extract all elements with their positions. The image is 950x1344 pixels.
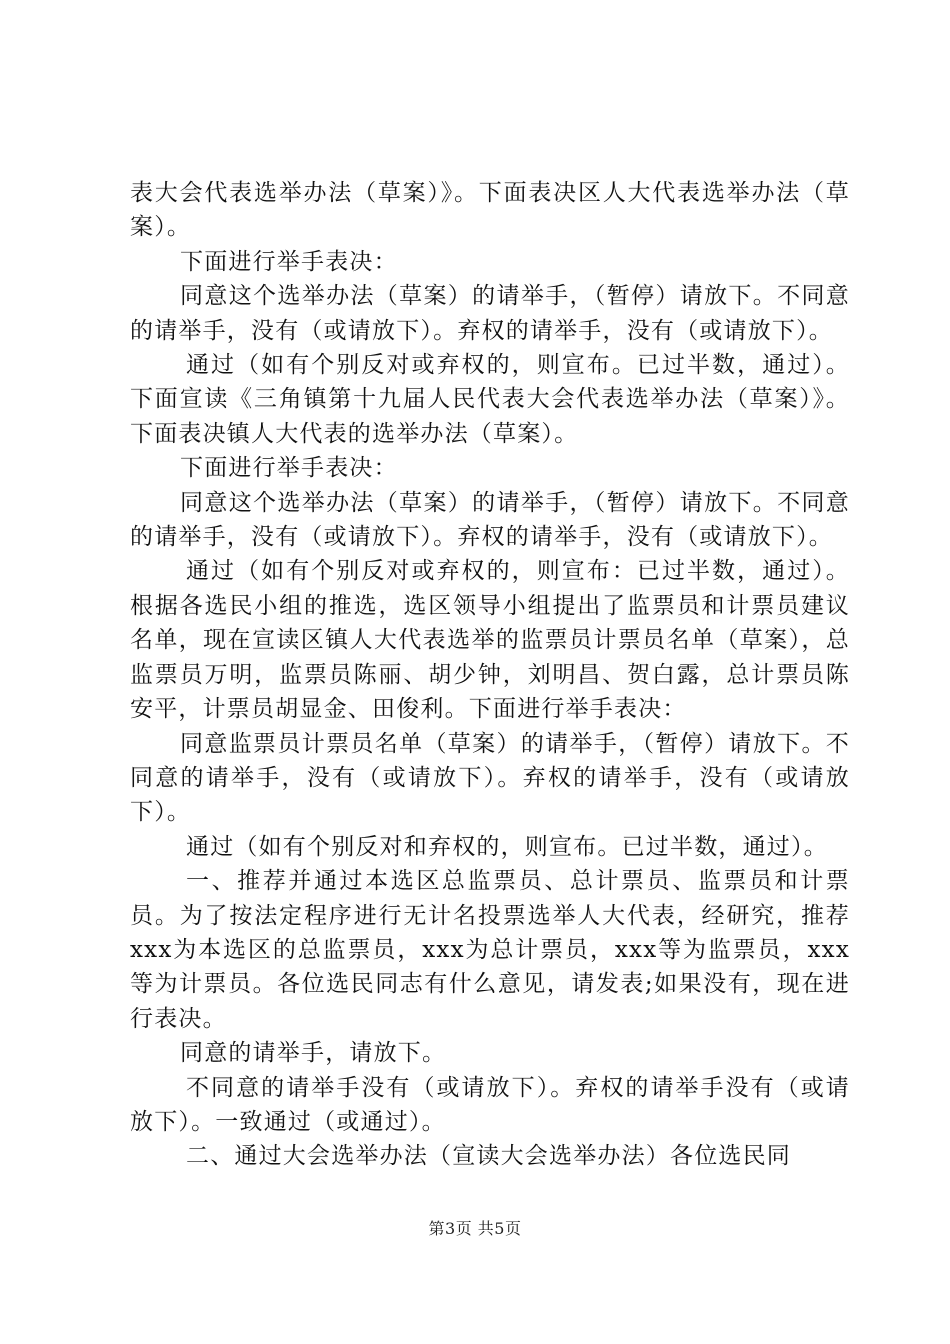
paragraph-5: 下面进行举手表决： bbox=[180, 455, 398, 482]
paragraph-13: 二、通过大会选举办法（宣读大会选举办法）各位选民同 bbox=[186, 1143, 791, 1170]
document-body bbox=[130, 176, 850, 1174]
paragraph-11: 同意的请举手，请放下。 bbox=[180, 1040, 447, 1067]
paragraph-1: 表大会代表选举办法（草案）》。下面表决区人大代表选举办法（草案）。 bbox=[130, 180, 850, 241]
paragraph-8: 同意监票员计票员名单（草案）的请举手，（暂停）请放下。不同意的请举手，没有（或请放下）。弃权的请举手，没有（或请放下）。 bbox=[130, 730, 850, 826]
paragraph-10: 一、推荐并通过本选区总监票员、总计票员、监票员和计票员。为了按法定程序进行无计名投票选举人大代表，经研究，推荐xxx为本选区的总监票员，xxx为总计票员，xxx等为监票员，xxx等为计票员。各位选民同志有什么意见，请发表;如果没有，现在进行表决。 bbox=[130, 868, 850, 1032]
page-number-footer: 第3页 共5页 bbox=[428, 1219, 522, 1238]
paragraph-6: 同意这个选举办法（草案）的请举手，（暂停）请放下。不同意的请举手，没有（或请放下）。弃权的请举手，没有（或请放下）。 bbox=[130, 489, 850, 551]
paragraph-2: 下面进行举手表决： bbox=[180, 248, 398, 275]
paragraph-3: 同意这个选举办法（草案）的请举手，（暂停）请放下。不同意的请举手，没有（或请放下）。弃权的请举手，没有（或请放下）。 bbox=[130, 283, 850, 344]
paragraph-7: 通过（如有个别反对或弃权的，则宣布：已过半数，通过）。根据各选民小组的推选，选区领导小组提出了监票员和计票员建议名单，现在宣读区镇人大代表选举的监票员计票员名单（草案），总监票员万明，监票员陈丽、胡少钟，刘明昌、贺白露，总计票员陈安平，计票员胡显金、田俊利。下面进行举手表决： bbox=[130, 558, 850, 723]
paragraph-12: 不同意的请举手没有（或请放下）。弃权的请举手没有（或请放下）。一致通过（或通过）。 bbox=[130, 1074, 850, 1135]
paragraph-9: 通过（如有个别反对和弃权的，则宣布。已过半数，通过）。 bbox=[186, 833, 828, 860]
paragraph-4: 通过（如有个别反对或弃权的，则宣布。已过半数，通过）。下面宣读《三角镇第十九届人民代表大会代表选举办法（草案）》。下面表决镇人大代表的选举办法（草案）。 bbox=[130, 352, 850, 447]
